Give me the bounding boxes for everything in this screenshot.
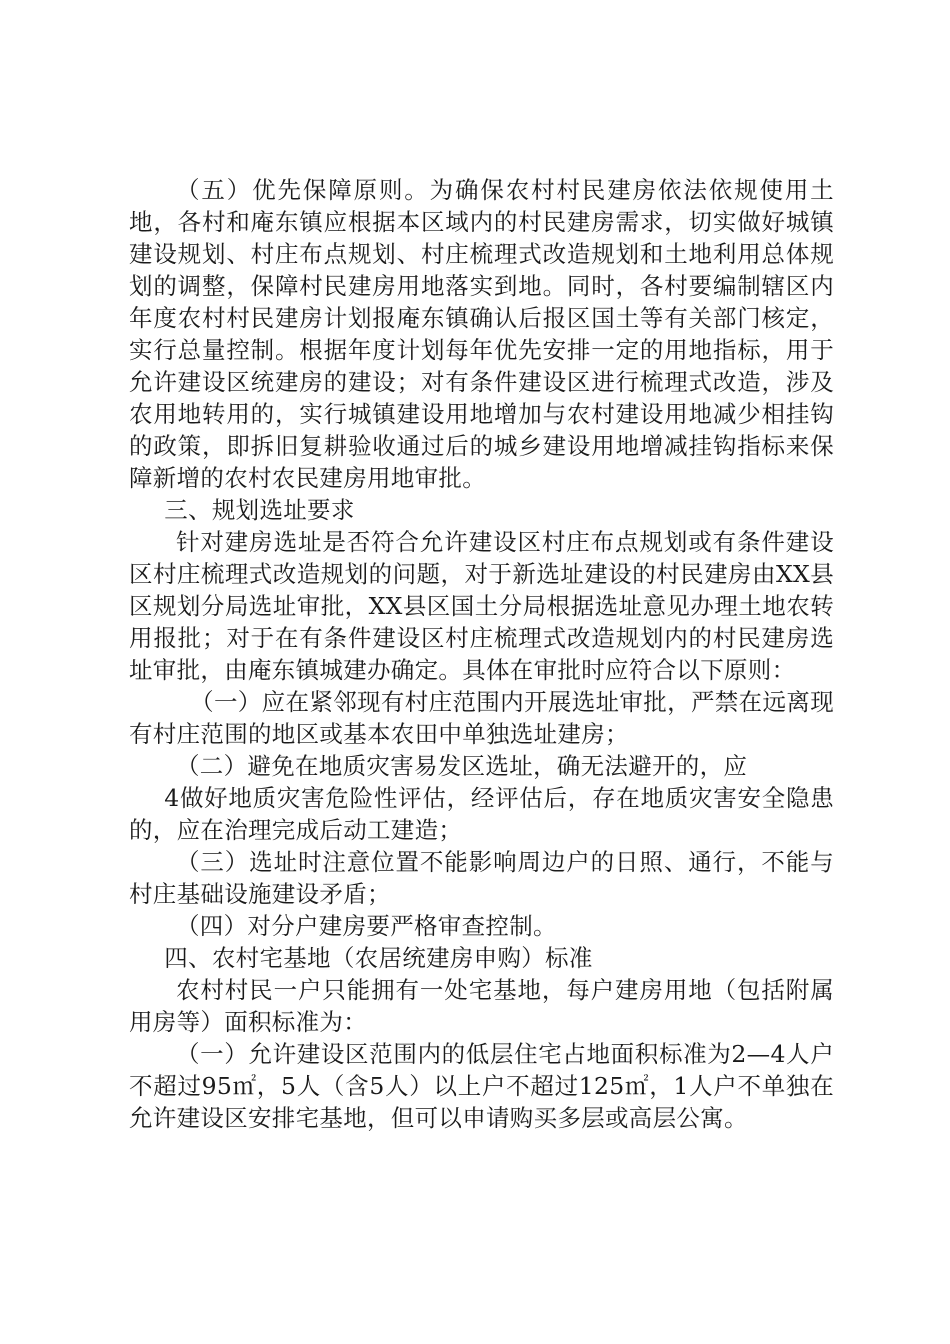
section-heading-homestead-standard: 四、农村宅基地（农居统建房申购）标准 [164,944,593,972]
list-item-2-continued: 4做好地质灾害危险性评估，经评估后，存在地质灾害安全隐患的，应在治理完成后动工建造； [129,784,834,844]
list-item-3: （三）选址时注意位置不能影响周边户的日照、通行，不能与村庄基础设施建设矛盾； [129,848,834,908]
list-item-2-start: （二）避免在地质灾害易发区选址，确无法避开的，应 [176,752,748,780]
section-heading-site-selection: 三、规划选址要求 [164,496,355,524]
list-item-1: （一）应在紧邻现有村庄范围内开展选址审批，严禁在远离现有村庄范围的地区或基本农田中单独选址建房； [129,688,834,748]
paragraph-site-selection: 针对建房选址是否符合允许建设区村庄布点规划或有条件建设区村庄梳理式改造规划的问题，对于新选址建设的村民建房由XX县区规划分局选址审批，XX县区国土分局根据选址意见办理土地农转用报批；对于在有条件建设区村庄梳理式改造规划内的村民建房选址审批，由庵东镇城建办确定。具体在审批时应符合以下原则： [129,528,834,684]
paragraph-homestead-standard: 农村村民一户只能拥有一处宅基地，每户建房用地（包括附属用房等）面积标准为： [129,976,834,1036]
list-item-4: （四）对分户建房要严格审查控制。 [176,912,557,940]
document-body [129,174,834,1134]
list-item-standard-1: （一）允许建设区范围内的低层住宅占地面积标准为2—4人户不超过95㎡，5人（含5人）以上户不超过125㎡，1人户不单独在允许建设区安排宅基地，但可以申请购买多层或高层公寓。 [129,1040,834,1132]
paragraph-priority-guarantee: （五）优先保障原则。为确保农村村民建房依法依规使用土地，各村和庵东镇应根据本区域内的村民建房需求，切实做好城镇建设规划、村庄布点规划、村庄梳理式改造规划和土地利用总体规划的调整，保障村民建房用地落实到地。同时，各村要编制辖区内年度农村村民建房计划报庵东镇确认后报区国土等有关部门核定，实行总量控制。根据年度计划每年优先安排一定的用地指标，用于允许建设区统建房的建设；对有条件建设区进行梳理式改造，涉及农用地转用的，实行城镇建设用地增加与农村建设用地减少相挂钩的政策，即拆旧复耕验收通过后的城乡建设用地增减挂钩指标来保障新增的农村农民建房用地审批。 [129,176,834,492]
